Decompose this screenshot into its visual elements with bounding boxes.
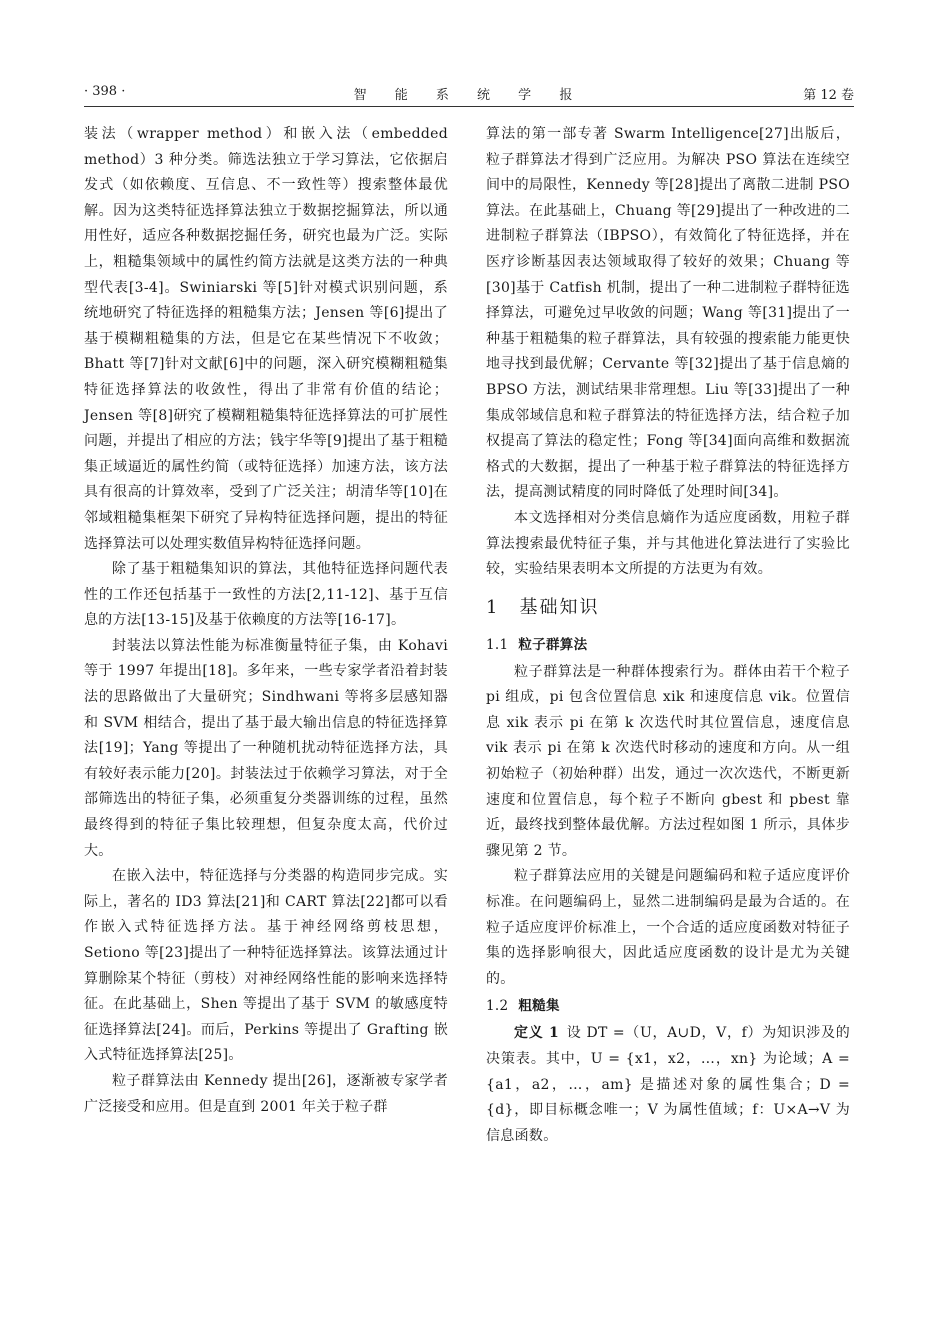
- left-column: [84, 122, 448, 1120]
- paragraph: 装法（wrapper method）和嵌入法（embedded method）3 种分类。筛选法独立于学习算法，它依据启发式（如依赖度、互信息、不一致性等）搜索整体最优解。因为这类特征选择算法独立于数据挖掘算法，所以通用性好，适应各种数据挖掘任务，研究也最为广泛。实际上，粗糙集领域中的属性约简方法就是这类方法的一种典型代表[3-4]。Swiniarski 等[5]针对模式识别问题，系统地研究了特征选择的粗糙集方法；Jensen 等[6]提出了基于模糊粗糙集的方法，但是它在某些情况下不收敛；Bhatt 等[7]针对文献[6]中的问题，深入研究模糊粗糙集特征选择算法的收敛性，得出了非常有价值的结论；Jensen 等[8]研究了模糊粗糙集特征选择算法的可扩展性问题，并提出了相应的方法；钱宇华等[9]提出了基于粗糙集正域逼近的属性约简（或特征选择）加速方法，该方法具有很高的计算效率，受到了广泛关注；胡清华等[10]在邻域粗糙集框架下研究了异构特征选择问题，提出的特征选择算法可以处理实数值异构特征选择问题。: [84, 126, 448, 552]
- paragraph: 除了基于粗糙集知识的算法，其他特征选择问题代表性的工作还包括基于一致性的方法[2,11-12]、基于互信息的方法[13-15]及基于依赖度的方法等[16-17]。: [84, 561, 448, 629]
- paragraph: 粒子群算法应用的关键是问题编码和粒子适应度评价标准。在问题编码上，显然二进制编码是最为合适的。在粒子适应度评价标准上，一个合适的适应度函数对特征子集的选择影响很大，因此适应度函数的设计是尤为关键的。: [486, 868, 850, 987]
- paragraph: 粒子群算法由 Kennedy 提出[26]，逐渐被专家学者广泛接受和应用。但是直到 2001 年关于粒子群: [84, 1072, 448, 1115]
- page-number: · 398 ·: [84, 84, 126, 99]
- journal-title: 智 能 系 统 学 报: [353, 88, 585, 103]
- subsection-title: 粗糙集: [518, 998, 560, 1015]
- paragraph: 本文选择相对分类信息熵作为适应度函数，用粒子群算法搜索最优特征子集，并与其他进化算法进行了实验比较，实验结果表明本文所提的方法更为有效。: [486, 509, 850, 578]
- subsection-number: 1.1: [486, 636, 509, 653]
- paragraph: 在嵌入法中，特征选择与分类器的构造同步完成。实际上，著名的 ID3 算法[21]和 CART 算法[22]都可以看作嵌入式特征选择方法。基于神经网络剪枝思想，Setiono 等[23]提出了一种特征选择算法。该算法通过计算删除某个特征（剪枝）对神经网络性能的影响来选择特征。在此基础上，Shen 等提出了基于 SVM 的敏感度特征选择算法[24]。而后，Perkins 等提出了 Grafting 嵌入式特征选择算法[25]。: [84, 868, 448, 1064]
- paragraph: 粒子群算法是一种群体搜索行为。群体由若干个粒子 pi 组成，pi 包含位置信息 xik 和速度信息 vik。位置信息 xik 表示 pi 在第 k 次迭代时其位置信息，速度信息 vik 表示 pi 在第 k 次迭代时移动的速度和方向。从一组初始粒子（初始种群）出发，通过一次次迭代，不断更新速度和位置信息，每个粒子不断向 gbest 和 pbest 靠近，最终找到整体最优解。方法过程如图 1 所示，具体步骤见第 2 节。: [486, 663, 850, 859]
- section-number: 1: [486, 596, 500, 618]
- subsection-title: 粒子群算法: [518, 636, 588, 653]
- section-title: 基础知识: [519, 596, 600, 618]
- page-header: [84, 84, 854, 107]
- volume-label: 第 12 卷: [803, 88, 854, 103]
- right-column: [486, 122, 850, 1149]
- subsection-heading: [486, 633, 850, 658]
- paragraph: 封装法以算法性能为标准衡量特征子集，由 Kohavi 等于 1997 年提出[18]。多年来，一些专家学者沿着封装法的思路做出了大量研究；Sindhwani 等将多层感知器和 SVM 相结合，提出了基于最大输出信息的特征选择算法[19]；Yang 等提出了一种随机扰动特征选择方法，具有较好表示能力[20]。封装法过于依赖学习算法，对于全部筛选出的特征子集，必须重复分类器训练的过程，虽然最终得到的特征子集比较理想，但复杂度太高，代价过大。: [84, 637, 448, 859]
- paragraph: 算法的第一部专著 Swarm Intelligence[27]出版后，粒子群算法才得到广泛应用。为解决 PSO 算法在连续空间中的局限性，Kennedy 等[28]提出了离散二进制 PSO 算法。在此基础上，Chuang 等[29]提出了一种改进的二进制粒子群算法（IBPSO），有效简化了特征选择，并在医疗诊断基因表达领域取得了较好的效果；Chuang 等[30]基于 Catfish 机制，提出了一种二进制粒子群特征选择算法，可避免过早收敛的问题；Wang 等[31]提出了一种基于粗糙集的粒子群算法，具有较强的搜索能力能更快地寻找到最优解；Cervante 等[32]提出了基于信息熵的 BPSO 方法，测试结果非常理想。Liu 等[33]提出了一种集成邻域信息和粒子群算法的特征选择方法，结合粒子加权提高了算法的稳定性；Fong 等[34]面向高维和数据流格式的大数据，提出了一种基于粒子群算法的特征选择方法，提高测试精度的同时降低了处理时间[34]。: [486, 126, 850, 501]
- definition-paragraph: [486, 1021, 850, 1149]
- section-heading: [486, 595, 850, 621]
- definition-text: 设 DT =（U，A∪D，V，f）为知识涉及的决策表。其中，U = {x1，x2，…，xn} 为论域；A = {a1，a2，…，am} 是描述对象的属性集合；D = {d}，即目标概念唯一；V 为属性值域；f：U×A→V 为信息函数。: [486, 1025, 850, 1144]
- subsection-number: 1.2: [486, 998, 509, 1015]
- definition-label: 定义 1: [514, 1025, 559, 1042]
- subsection-heading: [486, 994, 850, 1019]
